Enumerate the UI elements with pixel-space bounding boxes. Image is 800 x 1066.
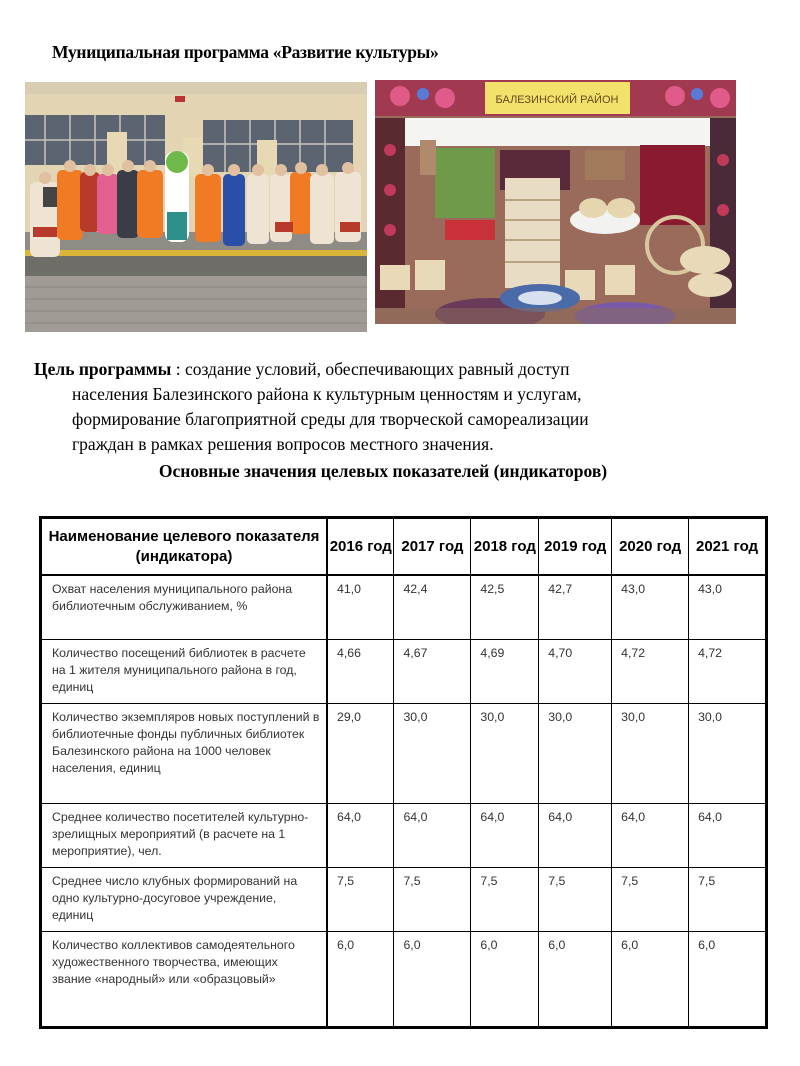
indicator-value-cell: 42,7 [539, 575, 612, 639]
indicator-name-cell: Количество посещений библиотек в расчете на 1 жителя муниципального района в год, единиц [41, 639, 328, 703]
table-row [41, 703, 767, 803]
indicator-value-cell: 29,0 [327, 703, 394, 803]
indicator-value-cell: 4,67 [394, 639, 471, 703]
indicator-value-cell: 4,66 [327, 639, 394, 703]
indicator-value-cell: 64,0 [394, 803, 471, 867]
table-row [41, 803, 767, 867]
indicator-value-cell: 30,0 [394, 703, 471, 803]
table-title: Основные значения целевых показателей (индикаторов) [158, 461, 608, 481]
indicator-value-cell: 6,0 [689, 931, 767, 1027]
exhibition-banner-text: БАЛЕЗИНСКИЙ РАЙОН [495, 94, 619, 106]
header-year: 2017 год [394, 518, 471, 576]
indicator-name-cell: Среднее количество посетителей культурно-зрелищных мероприятий (в расчете на 1 мероприятие), чел. [41, 803, 328, 867]
indicator-value-cell: 7,5 [471, 867, 539, 931]
indicator-name-cell: Среднее число клубных формирований на одно культурно-досуговое учреждение, единиц [41, 867, 328, 931]
indicator-value-cell: 64,0 [327, 803, 394, 867]
goal-text-line-2: населения Балезинского района к культурным ценностям и услугам, [72, 384, 582, 404]
indicator-value-cell: 7,5 [539, 867, 612, 931]
indicator-name-cell: Количество экземпляров новых поступлений в библиотечные фонды публичных библиотек Балезинского района на 1000 человек населения, единиц [41, 703, 328, 803]
indicator-value-cell: 7,5 [327, 867, 394, 931]
indicator-value-cell: 4,72 [612, 639, 689, 703]
table-header-row [41, 518, 767, 576]
indicator-value-cell: 6,0 [612, 931, 689, 1027]
header-indicator-name: Наименование целевого показателя (индикатора) [41, 518, 328, 576]
crafts-exhibition-photo [375, 80, 736, 324]
group-photo-illustration [25, 82, 367, 332]
page-title: Муниципальная программа «Развитие культуры» [52, 42, 439, 62]
indicator-value-cell: 6,0 [471, 931, 539, 1027]
indicator-name-cell: Количество коллективов самодеятельного художественного творчества, имеющих звание «народный» или «образцовый» [41, 931, 328, 1027]
indicator-value-cell: 7,5 [394, 867, 471, 931]
header-year: 2020 год [612, 518, 689, 576]
indicator-name-cell: Охват населения муниципального района библиотечным обслуживанием, % [41, 575, 328, 639]
indicator-value-cell: 64,0 [689, 803, 767, 867]
indicator-value-cell: 64,0 [471, 803, 539, 867]
indicator-value-cell: 30,0 [471, 703, 539, 803]
table-row [41, 867, 767, 931]
indicator-value-cell: 30,0 [612, 703, 689, 803]
header-year: 2016 год [327, 518, 394, 576]
indicator-value-cell: 6,0 [539, 931, 612, 1027]
indicator-value-cell: 7,5 [612, 867, 689, 931]
indicator-value-cell: 4,70 [539, 639, 612, 703]
indicator-value-cell: 64,0 [612, 803, 689, 867]
goal-text-line-4: граждан в рамках решения вопросов местного значения. [72, 434, 494, 454]
group-photo [25, 82, 367, 332]
indicator-value-cell: 6,0 [327, 931, 394, 1027]
indicator-value-cell: 43,0 [689, 575, 767, 639]
indicator-value-cell: 30,0 [539, 703, 612, 803]
goal-label: Цель программы [34, 359, 172, 379]
indicator-value-cell: 7,5 [689, 867, 767, 931]
indicator-value-cell: 6,0 [394, 931, 471, 1027]
goal-text-line-3: формирование благоприятной среды для творческой самореализации [72, 409, 589, 429]
indicator-value-cell: 42,4 [394, 575, 471, 639]
header-year: 2018 год [471, 518, 539, 576]
goal-text-line-1: : создание условий, обеспечивающих равный доступ [171, 359, 570, 379]
crafts-exhibition-illustration [375, 80, 736, 324]
indicator-value-cell: 41,0 [327, 575, 394, 639]
table-row [41, 575, 767, 639]
indicator-value-cell: 4,69 [471, 639, 539, 703]
indicator-value-cell: 4,72 [689, 639, 767, 703]
indicator-value-cell: 43,0 [612, 575, 689, 639]
indicator-value-cell: 42,5 [471, 575, 539, 639]
program-goal [34, 357, 744, 457]
indicator-value-cell: 30,0 [689, 703, 767, 803]
header-year: 2019 год [539, 518, 612, 576]
indicators-table [39, 516, 768, 1029]
table-row [41, 931, 767, 1027]
header-year: 2021 год [689, 518, 767, 576]
indicator-value-cell: 64,0 [539, 803, 612, 867]
table-row [41, 639, 767, 703]
